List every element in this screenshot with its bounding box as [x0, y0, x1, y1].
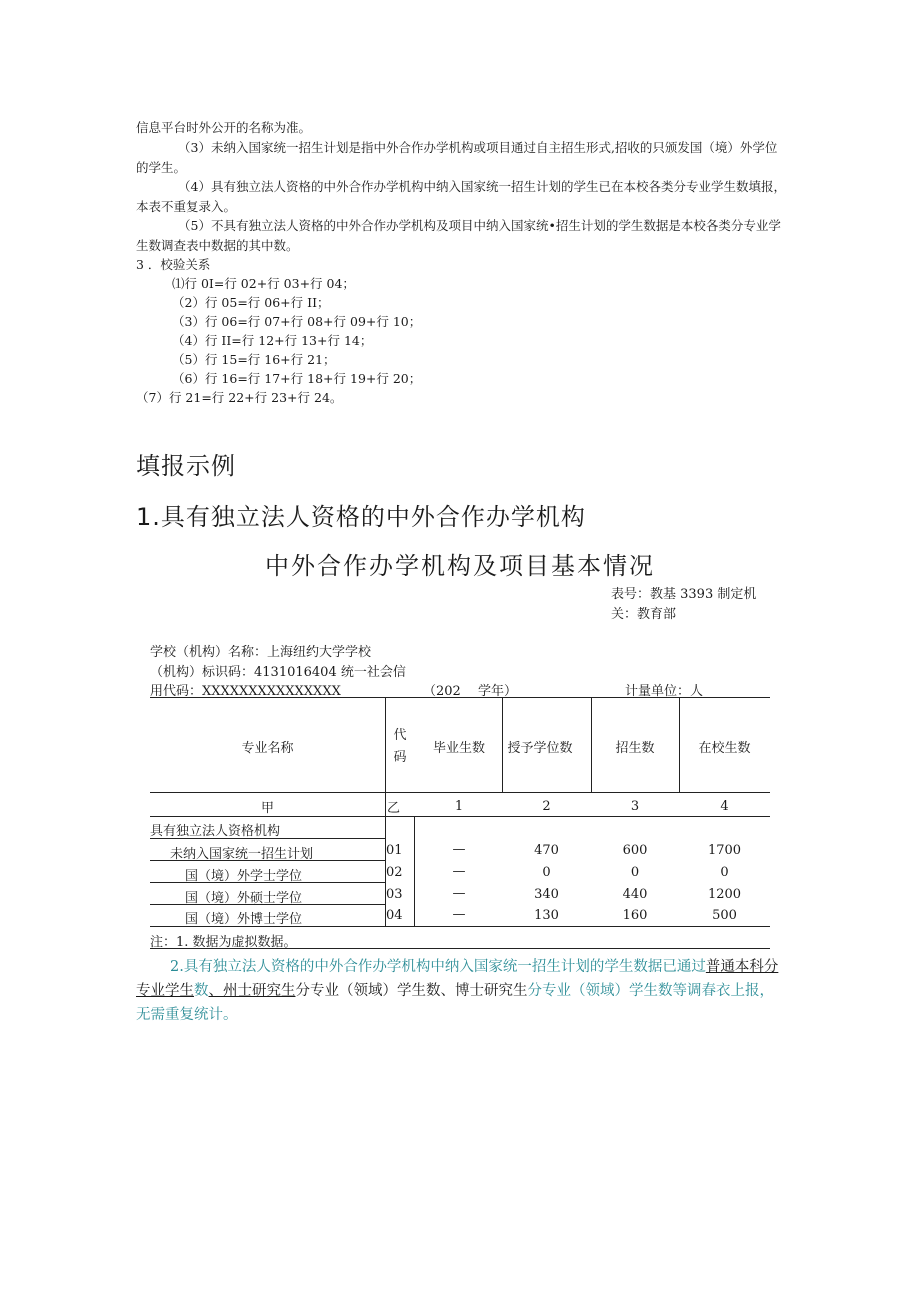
credit-code: 用代码：XXXXXXXXXXXXXXX	[150, 684, 341, 699]
row-degrees: 340	[534, 887, 559, 902]
row-enrollment: 0	[630, 865, 640, 880]
header-code: 代码	[393, 728, 407, 765]
row-degrees: 130	[534, 908, 559, 923]
check-item: （6）行 16=行 17+行 18+行 19+行 20；	[172, 371, 422, 386]
row-code: 04	[386, 908, 403, 923]
row-name: 国（境）外学士学位	[185, 869, 303, 884]
row-graduates: —	[452, 842, 466, 857]
issuing-authority: 关：教育部	[611, 607, 677, 622]
row-graduates: —	[452, 864, 466, 879]
intro-line: 信息平台时外公开的名称为准。	[136, 120, 312, 135]
footnote-paragraph	[136, 955, 786, 1027]
row-degrees: 0	[542, 865, 551, 880]
row-name: 未纳入国家统一招生计划	[170, 847, 314, 862]
academic-year: （202 学年）	[423, 684, 517, 699]
footnote-text: 普通本科分专业学生	[136, 959, 779, 999]
section-heading: 1.具有独立法人资格的中外合作办学机构	[136, 503, 586, 531]
check-item: （5）行 15=行 16+行 21；	[172, 352, 336, 367]
check-item: （2）行 05=行 06+行 II；	[172, 295, 330, 310]
header-degrees: 授予学位数	[507, 741, 573, 756]
example-heading: 填报示例	[136, 452, 236, 480]
table-note: 注：1. 数据为虚拟数据。	[150, 935, 297, 950]
row-current: 1700	[707, 843, 742, 858]
row-code: 02	[386, 865, 403, 880]
note-paragraph-5: （5）不具有独立法人资格的中外合作办学机构及项目中纳入国家统•招生计划的学生数据是本校各类分专业学生数调查表中数据的其中数。	[136, 218, 781, 253]
footnote-text: 数	[194, 983, 209, 999]
check-heading: 3 ．校验关系	[136, 257, 211, 272]
table-title: 中外合作办学机构及项目基本情况	[265, 552, 655, 580]
row-name: 国（境）外博士学位	[185, 912, 303, 927]
row-enrollment: 160	[622, 908, 648, 923]
index-cell: 2	[542, 799, 551, 814]
row-code: 03	[386, 887, 403, 902]
index-cell: 甲	[260, 801, 274, 816]
footnote-text: 2.具有独立法人资格的中外合作办学机构中纳入国家统一招生计划的学生数据已通过	[170, 959, 706, 975]
header-major-name: 专业名称	[241, 741, 294, 756]
unit-of-measure: 计量单位：人	[625, 684, 704, 699]
row-code: 01	[386, 843, 403, 858]
row-enrollment: 600	[622, 843, 648, 858]
header-enrollment: 招生数	[615, 741, 655, 756]
index-cell: 4	[720, 799, 729, 814]
index-cell: 乙	[387, 801, 401, 816]
index-cell: 3	[630, 799, 640, 814]
table-top-border	[150, 697, 770, 698]
row-current: 500	[712, 908, 737, 923]
note-paragraph-3: （3）未纳入国家统一招生计划是指中外合作办学机构或项目通过自主招生形式,招收的只颁发国（境）外学位的学生。	[136, 140, 778, 175]
row-name: 国（境）外硕士学位	[185, 891, 303, 906]
index-row-border	[150, 816, 770, 817]
check-item: ⑴行 0I=行 02+行 03+行 04；	[172, 276, 355, 291]
check-item: （4）行 II=行 12+行 13+行 14；	[172, 333, 373, 348]
school-name: 学校（机构）名称：上海纽约大学学校	[150, 645, 372, 660]
row-current: 0	[720, 865, 729, 880]
row-graduates: —	[452, 886, 466, 901]
footnote-text: 分专业（领域）学生数等调春衣上报，无需重复统计。	[136, 983, 774, 1023]
check-item: （7）行 21=行 22+行 23+行 24。	[136, 390, 343, 405]
row-graduates: —	[452, 907, 466, 922]
footnote-text: 、州士研究生	[208, 983, 296, 999]
header-current-students: 在校生数	[698, 741, 751, 756]
footnote-text: 分专业（领域）学生数、博士研究生	[295, 983, 528, 999]
institution-id: （机构）标识码：4131016404 统一社会信	[150, 665, 406, 680]
group-label: 具有独立法人资格机构	[150, 824, 281, 839]
row-current: 1200	[707, 887, 742, 902]
index-cell: 1	[454, 799, 464, 814]
row-degrees: 470	[534, 843, 559, 858]
header-graduates: 毕业生数	[432, 741, 485, 756]
form-number: 表号：教基 3393 制定机	[611, 587, 757, 602]
header-bottom-border	[150, 792, 770, 793]
row-enrollment: 440	[622, 887, 648, 902]
check-item: （3）行 06=行 07+行 08+行 09+行 10；	[172, 314, 422, 329]
note-paragraph-4: （4）具有独立法人资格的中外合作办学机构中纳入国家统一招生计划的学生已在本校各类分专业学生数填报，本表不重复录入。	[136, 179, 786, 214]
